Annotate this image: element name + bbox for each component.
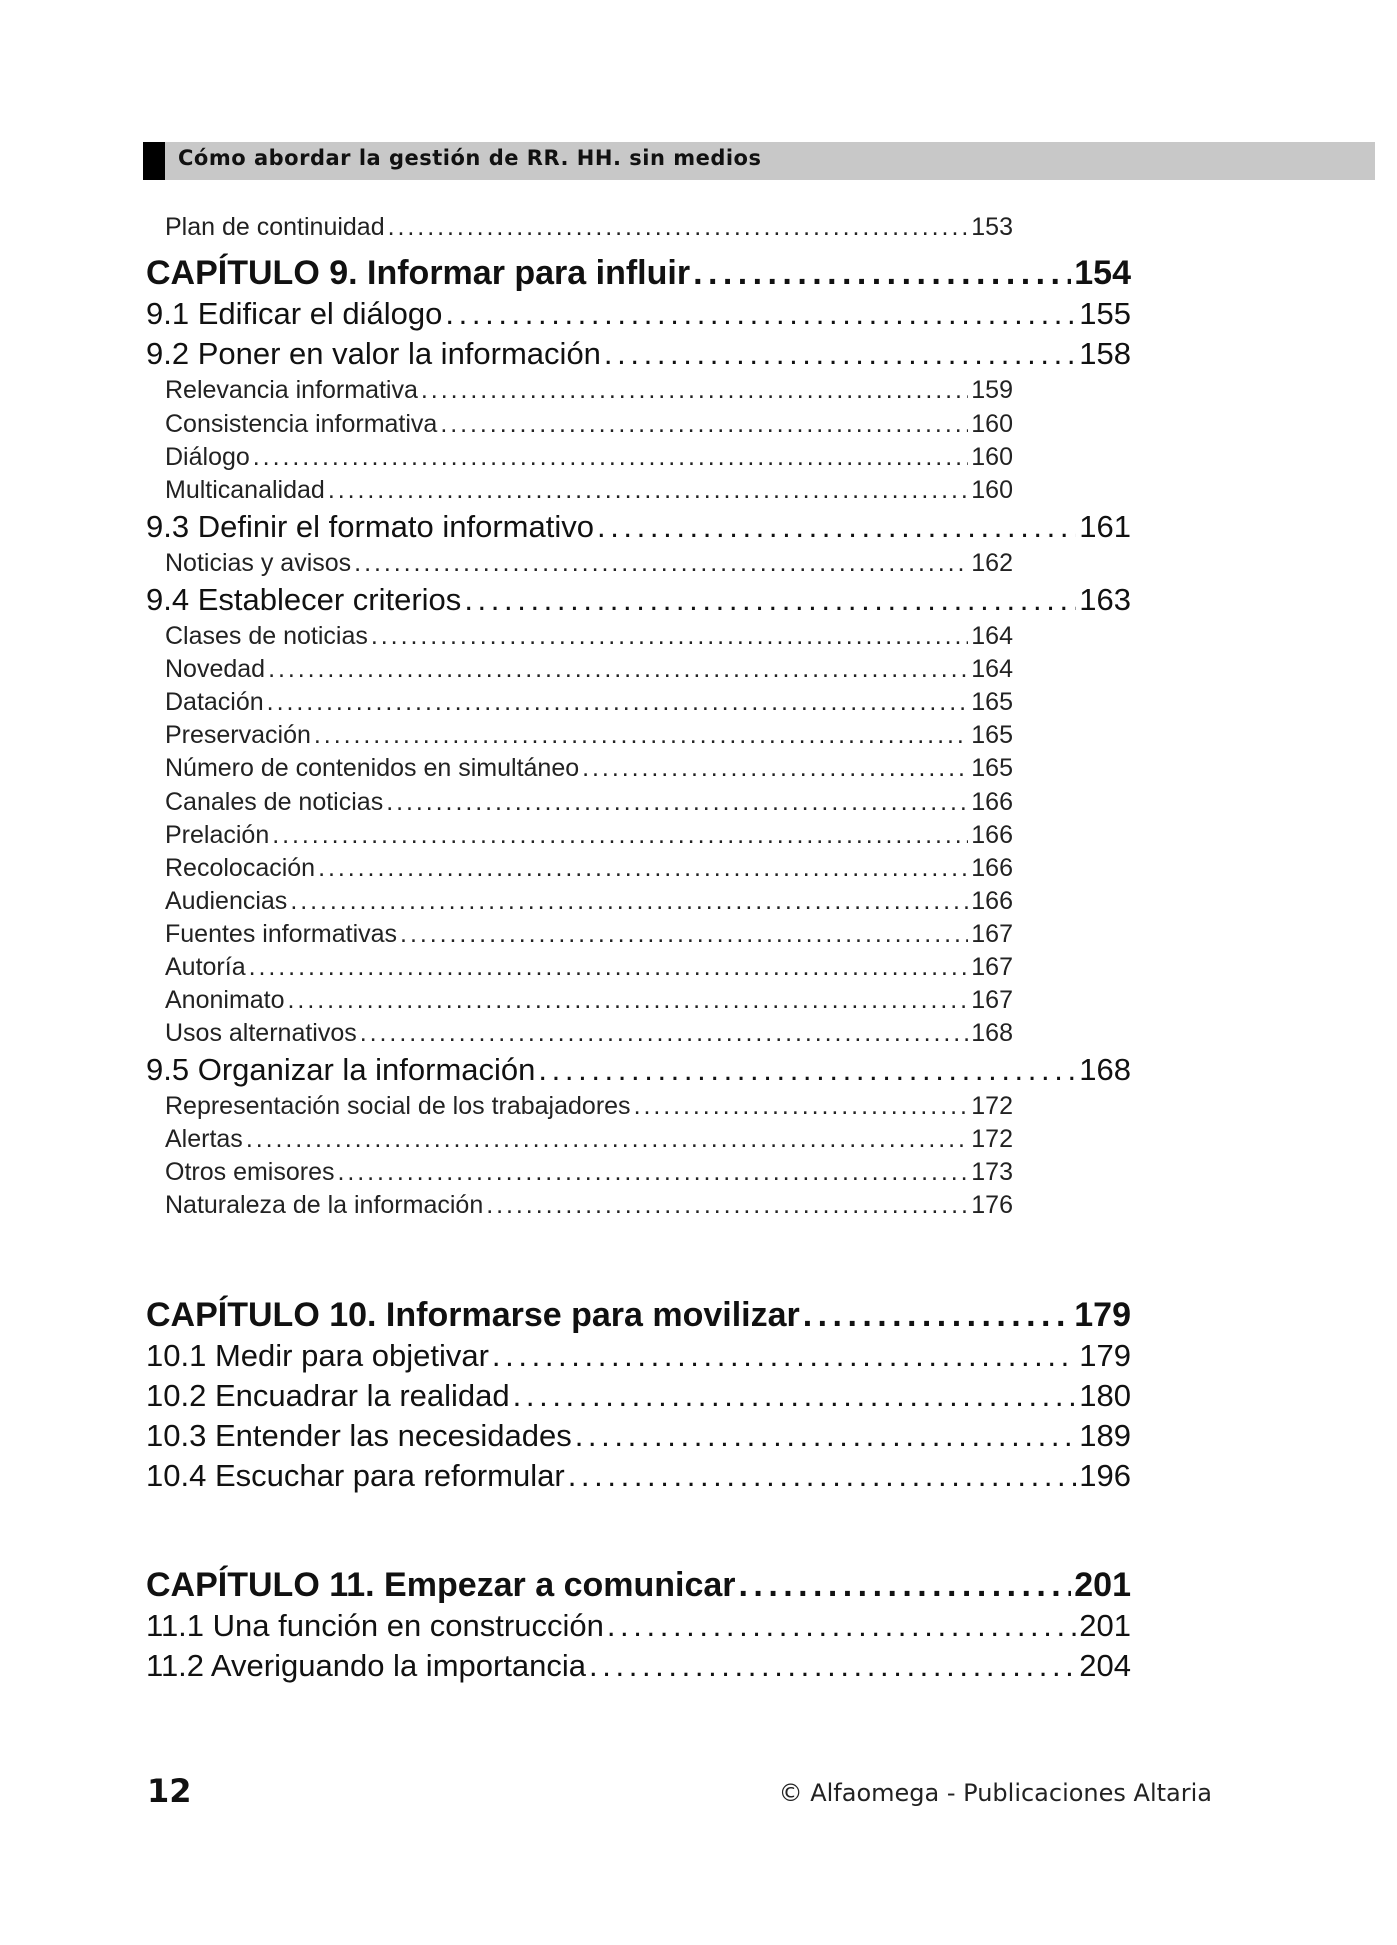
toc-entry (165, 655, 1013, 684)
toc-entry (146, 296, 1131, 332)
toc-entry-title: Anonimato (165, 986, 285, 1014)
toc-entry-title: Clases de noticias (165, 622, 368, 650)
toc-entry-page: 179 (1074, 1296, 1131, 1334)
toc-leader (582, 754, 968, 783)
toc-entry-page: 172 (971, 1092, 1013, 1120)
toc-entry (165, 788, 1013, 817)
toc-entry-title: Representación social de los trabajadores (165, 1092, 631, 1120)
toc-entry-title: 11.1 Una función en construcción (146, 1608, 604, 1643)
toc-entry (146, 582, 1131, 618)
toc-leader (386, 788, 968, 817)
toc-entry-title: 10.3 Entender las necesidades (146, 1418, 572, 1453)
toc-entry (165, 213, 1013, 242)
toc-leader (246, 1125, 968, 1154)
toc-entry (165, 1092, 1013, 1121)
toc-entry-title: Autoría (165, 953, 246, 981)
toc-entry-page: 196 (1079, 1458, 1131, 1493)
toc-entry-page: 166 (971, 788, 1013, 816)
toc-entry (165, 549, 1013, 578)
publisher-credit: © Alfaomega - Publicaciones Altaria (778, 1779, 1212, 1807)
toc-entry (165, 1019, 1013, 1048)
toc-entry (165, 1191, 1013, 1220)
toc-leader (589, 1648, 1076, 1684)
toc-leader (803, 1296, 1072, 1335)
toc-leader (267, 688, 969, 717)
toc-leader (445, 296, 1076, 332)
toc-leader (253, 443, 969, 472)
toc-entry-title: CAPÍTULO 9. Informar para influir (146, 254, 691, 292)
toc-leader (464, 582, 1076, 618)
toc-entry-title: Novedad (165, 655, 266, 683)
toc-leader (575, 1418, 1077, 1454)
toc-entry (165, 622, 1013, 651)
toc-entry-title: CAPÍTULO 10. Informarse para movilizar (146, 1296, 800, 1334)
toc-entry-page: 165 (971, 754, 1013, 782)
toc-leader (421, 376, 968, 405)
toc-leader (634, 1092, 969, 1121)
toc-entry (146, 1648, 1131, 1684)
toc-entry (165, 953, 1013, 982)
toc-leader (739, 1566, 1072, 1605)
toc-entry-page: 204 (1079, 1648, 1131, 1683)
toc-leader (288, 986, 969, 1015)
toc-entry-page: 172 (971, 1125, 1013, 1153)
toc-entry-page: 163 (1079, 582, 1131, 617)
toc-entry-page: 173 (971, 1158, 1013, 1186)
toc-entry-page: 160 (971, 443, 1013, 471)
toc-entry (146, 1338, 1131, 1374)
page-number: 12 (147, 1772, 192, 1810)
toc-entry-title: Número de contenidos en simultáneo (165, 754, 580, 782)
toc-entry-title: Consistencia informativa (165, 410, 438, 438)
toc-leader (604, 336, 1076, 372)
toc-leader (314, 721, 968, 750)
toc-entry-title: Datación (165, 688, 264, 716)
toc-leader (486, 1191, 968, 1220)
toc-entry-title: Otros emisores (165, 1158, 335, 1186)
toc-leader (328, 476, 968, 505)
toc-entry-title: Recolocación (165, 854, 316, 882)
toc-entry-title: 9.3 Definir el formato informativo (146, 509, 594, 544)
toc-entry (165, 754, 1013, 783)
toc-leader (597, 509, 1076, 545)
toc-leader (513, 1378, 1077, 1414)
toc-entry-page: 160 (971, 410, 1013, 438)
toc-entry-title: 9.1 Edificar el diálogo (146, 296, 443, 331)
toc-leader (492, 1338, 1076, 1374)
toc-entry-page: 166 (971, 854, 1013, 882)
toc-entry-title: Noticias y avisos (165, 549, 352, 577)
toc-entry-title: Multicanalidad (165, 476, 325, 504)
toc-entry-page: 164 (971, 655, 1013, 683)
toc-leader (249, 953, 969, 982)
toc-entry-page: 155 (1079, 296, 1131, 331)
toc-entry-page: 164 (971, 622, 1013, 650)
toc-entry-page: 168 (971, 1019, 1013, 1047)
toc-entry-page: 154 (1074, 254, 1131, 292)
toc-entry (165, 410, 1013, 439)
toc-leader (268, 655, 968, 684)
toc-entry-title: 10.2 Encuadrar la realidad (146, 1378, 510, 1413)
toc-leader (538, 1052, 1076, 1088)
toc-entry-title: Prelación (165, 821, 270, 849)
toc-entry-page: 153 (971, 213, 1013, 241)
toc-entry (146, 1566, 1131, 1605)
toc-entry (165, 986, 1013, 1015)
toc-entry-page: 168 (1079, 1052, 1131, 1087)
toc-entry-title: 10.4 Escuchar para reformular (146, 1458, 565, 1493)
toc-entry-title: 9.2 Poner en valor la información (146, 336, 601, 371)
toc-entry-page: 166 (971, 821, 1013, 849)
toc-entry (146, 1378, 1131, 1414)
toc-entry (165, 854, 1013, 883)
toc-leader (607, 1608, 1076, 1644)
toc-entry-title: Relevancia informativa (165, 376, 418, 404)
toc-entry (165, 821, 1013, 850)
toc-entry (146, 1458, 1131, 1494)
toc-entry (165, 443, 1013, 472)
toc-entry-title: 10.1 Medir para objetivar (146, 1338, 489, 1373)
header-title: Cómo abordar la gestión de RR. HH. sin medios (178, 146, 762, 170)
toc-entry-page: 165 (971, 688, 1013, 716)
toc-leader (371, 622, 968, 651)
toc-leader (290, 887, 968, 916)
toc-entry-title: Alertas (165, 1125, 243, 1153)
toc-entry-page: 160 (971, 476, 1013, 504)
toc-leader (400, 920, 968, 949)
toc-leader (318, 854, 968, 883)
toc-entry (165, 1125, 1013, 1154)
toc-entry-title: CAPÍTULO 11. Empezar a comunicar (146, 1566, 736, 1604)
toc-entry (165, 376, 1013, 405)
toc-entry-page: 189 (1079, 1418, 1131, 1453)
toc-leader (693, 254, 1071, 293)
toc-entry-page: 166 (971, 887, 1013, 915)
toc-entry-page: 167 (971, 953, 1013, 981)
toc-entry (146, 1418, 1131, 1454)
toc-entry (165, 920, 1013, 949)
toc-leader (354, 549, 968, 578)
toc-leader (388, 213, 969, 242)
toc-entry-title: Audiencias (165, 887, 288, 915)
toc-entry-title: Fuentes informativas (165, 920, 398, 948)
toc-entry-page: 201 (1074, 1566, 1131, 1604)
toc-entry-page: 176 (971, 1191, 1013, 1219)
toc-entry-title: Canales de noticias (165, 788, 384, 816)
toc-leader (272, 821, 968, 850)
toc-entry (146, 509, 1131, 545)
toc-entry-page: 167 (971, 920, 1013, 948)
toc-entry-title: Plan de continuidad (165, 213, 385, 241)
toc-entry-title: Naturaleza de la información (165, 1191, 484, 1219)
toc-entry (146, 1052, 1131, 1088)
toc-entry (146, 1296, 1131, 1335)
toc-entry (146, 1608, 1131, 1644)
toc-entry (165, 721, 1013, 750)
toc-entry (165, 476, 1013, 505)
toc-entry (165, 887, 1013, 916)
toc-entry-title: 9.5 Organizar la información (146, 1052, 536, 1087)
toc-entry-page: 159 (971, 376, 1013, 404)
toc-entry-title: Diálogo (165, 443, 250, 471)
toc-entry-page: 161 (1079, 509, 1131, 544)
toc-entry-page: 158 (1079, 336, 1131, 371)
toc-entry-page: 180 (1079, 1378, 1131, 1413)
toc-leader (568, 1458, 1077, 1494)
toc-entry-page: 165 (971, 721, 1013, 749)
toc-entry-title: 11.2 Averiguando la importancia (146, 1648, 587, 1683)
toc-entry (165, 688, 1013, 717)
toc-leader (360, 1019, 969, 1048)
toc-entry-page: 201 (1079, 1608, 1131, 1643)
toc-leader (337, 1158, 968, 1187)
toc-entry-page: 162 (971, 549, 1013, 577)
toc-entry (165, 1158, 1013, 1187)
toc-entry-page: 167 (971, 986, 1013, 1014)
toc-entry (146, 254, 1131, 293)
toc-leader (440, 410, 968, 439)
toc-entry-title: Usos alternativos (165, 1019, 357, 1047)
toc-entry-title: 9.4 Establecer criterios (146, 582, 462, 617)
toc-entry-page: 179 (1079, 1338, 1131, 1373)
toc-entry (146, 336, 1131, 372)
toc-entry-title: Preservación (165, 721, 311, 749)
